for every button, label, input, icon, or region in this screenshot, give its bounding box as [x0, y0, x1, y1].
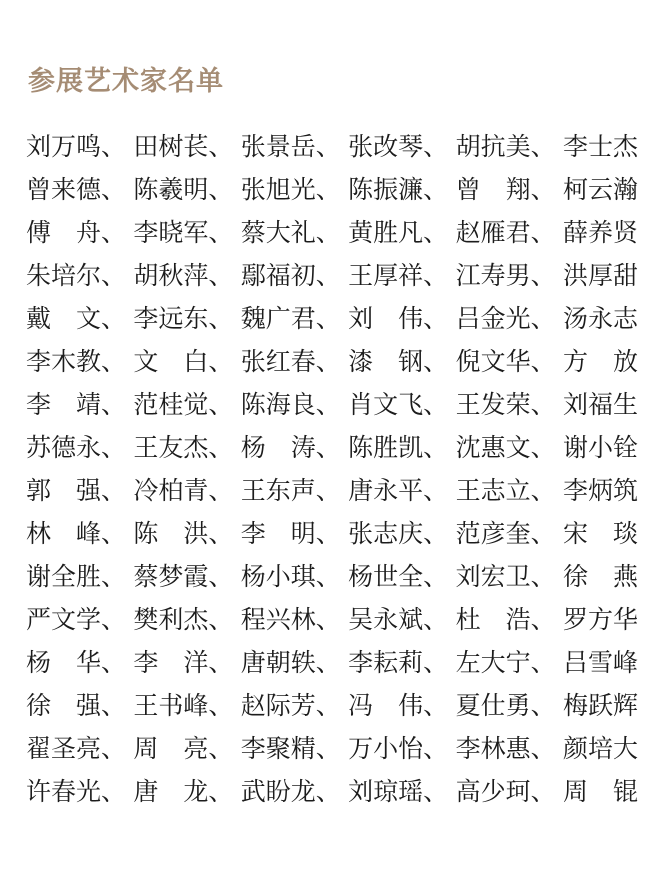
artist-name: 文 白、	[133, 347, 234, 376]
artist-name: 薛养贤	[562, 218, 638, 247]
artist-name: 李 洋、	[133, 648, 234, 677]
artist-name: 许春光、	[26, 777, 127, 806]
artist-name: 李 靖、	[26, 390, 127, 419]
artist-name: 唐永平、	[348, 476, 449, 505]
name-row	[26, 211, 638, 254]
artist-name: 万小怡、	[348, 734, 449, 763]
artist-name: 汤永志	[562, 304, 638, 333]
artist-name: 蔡大礼、	[240, 218, 341, 247]
artist-name: 严文学、	[26, 605, 127, 634]
artist-name: 梅跃辉	[562, 691, 638, 720]
artist-name: 陈胜凯、	[348, 433, 449, 462]
artist-name: 田树苌、	[133, 132, 234, 161]
artist-name: 徐 燕	[562, 562, 638, 591]
artist-name: 杨 华、	[26, 648, 127, 677]
name-row	[26, 727, 638, 770]
artist-name: 赵雁君、	[455, 218, 556, 247]
artist-name: 刘万鸣、	[26, 132, 127, 161]
artist-name: 杨世全、	[348, 562, 449, 591]
artist-name: 李聚精、	[240, 734, 341, 763]
artist-name: 吴永斌、	[348, 605, 449, 634]
artist-name: 王发荣、	[455, 390, 556, 419]
artist-name: 李远东、	[133, 304, 234, 333]
artist-name: 张志庆、	[348, 519, 449, 548]
name-row	[26, 770, 638, 813]
artist-name: 张景岳、	[240, 132, 341, 161]
artist-name: 郭 强、	[26, 476, 127, 505]
artist-name: 唐朝轶、	[240, 648, 341, 677]
artist-name: 江寿男、	[455, 261, 556, 290]
artist-name: 鄢福初、	[240, 261, 341, 290]
artist-name: 杨小琪、	[240, 562, 341, 591]
artist-name: 张红春、	[240, 347, 341, 376]
artist-name: 范桂觉、	[133, 390, 234, 419]
name-row	[26, 340, 638, 383]
artist-name: 倪文华、	[455, 347, 556, 376]
artist-name: 左大宁、	[455, 648, 556, 677]
artist-name: 高少珂、	[455, 777, 556, 806]
artist-name: 徐 强、	[26, 691, 127, 720]
artist-name: 唐 龙、	[133, 777, 234, 806]
artist-name: 曾 翔、	[455, 175, 556, 204]
artist-name: 李晓军、	[133, 218, 234, 247]
artist-name: 朱培尔、	[26, 261, 127, 290]
artist-name: 罗方华	[562, 605, 638, 634]
artist-name: 张改琴、	[348, 132, 449, 161]
artist-name: 范彦奎、	[455, 519, 556, 548]
name-row	[26, 598, 638, 641]
artist-name: 刘琼瑶、	[348, 777, 449, 806]
artist-name: 李林惠、	[455, 734, 556, 763]
name-row	[26, 168, 638, 211]
name-row	[26, 469, 638, 512]
name-row	[26, 641, 638, 684]
artist-name: 王东声、	[240, 476, 341, 505]
artist-name: 杨 涛、	[240, 433, 341, 462]
artist-name: 陈海良、	[240, 390, 341, 419]
artist-name: 胡秋萍、	[133, 261, 234, 290]
name-row	[26, 555, 638, 598]
artist-name: 李耘莉、	[348, 648, 449, 677]
name-row	[26, 383, 638, 426]
artist-name: 王志立、	[455, 476, 556, 505]
artist-name: 胡抗美、	[455, 132, 556, 161]
name-row	[26, 426, 638, 469]
artist-name: 林 峰、	[26, 519, 127, 548]
artist-name: 陈 洪、	[133, 519, 234, 548]
artist-name: 赵际芳、	[240, 691, 341, 720]
name-row	[26, 297, 638, 340]
artist-name: 王友杰、	[133, 433, 234, 462]
artist-name: 谢小铨	[562, 433, 638, 462]
artist-name: 洪厚甜	[562, 261, 638, 290]
artist-name: 吕雪峰	[562, 648, 638, 677]
artist-name: 程兴林、	[240, 605, 341, 634]
artist-name: 陈振濂、	[348, 175, 449, 204]
artist-name: 李炳筑	[562, 476, 638, 505]
artist-name: 傅 舟、	[26, 218, 127, 247]
name-row	[26, 684, 638, 727]
artist-name: 李木教、	[26, 347, 127, 376]
artist-name: 刘 伟、	[348, 304, 449, 333]
artist-name: 张旭光、	[240, 175, 341, 204]
name-row	[26, 512, 638, 555]
artist-name: 夏仕勇、	[455, 691, 556, 720]
artist-name: 沈惠文、	[455, 433, 556, 462]
artist-name: 周 亮、	[133, 734, 234, 763]
artist-name: 戴 文、	[26, 304, 127, 333]
artist-name: 李 明、	[240, 519, 341, 548]
artist-name: 蔡梦霞、	[133, 562, 234, 591]
artist-name: 翟圣亮、	[26, 734, 127, 763]
page-title: 参展艺术家名单	[28, 66, 224, 97]
artist-name: 颜培大	[562, 734, 638, 763]
artist-name: 宋 琰	[562, 519, 638, 548]
artist-name: 苏德永、	[26, 433, 127, 462]
artist-name: 刘宏卫、	[455, 562, 556, 591]
artist-name: 杜 浩、	[455, 605, 556, 634]
artist-name: 柯云瀚	[562, 175, 638, 204]
artist-name: 樊利杰、	[133, 605, 234, 634]
artist-name: 陈羲明、	[133, 175, 234, 204]
artist-name: 肖文飞、	[348, 390, 449, 419]
artist-name: 王厚祥、	[348, 261, 449, 290]
artist-name: 谢全胜、	[26, 562, 127, 591]
artist-name: 冯 伟、	[348, 691, 449, 720]
artist-name: 冷柏青、	[133, 476, 234, 505]
name-row	[26, 254, 638, 297]
artist-name-list	[26, 125, 638, 813]
artist-name: 魏广君、	[240, 304, 341, 333]
artist-name: 漆 钢、	[348, 347, 449, 376]
name-row	[26, 125, 638, 168]
artist-name: 周 锟	[562, 777, 638, 806]
artist-name: 武盼龙、	[240, 777, 341, 806]
artist-name: 李士杰	[562, 132, 638, 161]
artist-name: 王书峰、	[133, 691, 234, 720]
artist-name: 刘福生	[562, 390, 638, 419]
artist-name: 方 放	[562, 347, 638, 376]
artist-name: 黄胜凡、	[348, 218, 449, 247]
artist-name: 曾来德、	[26, 175, 127, 204]
artist-name: 吕金光、	[455, 304, 556, 333]
